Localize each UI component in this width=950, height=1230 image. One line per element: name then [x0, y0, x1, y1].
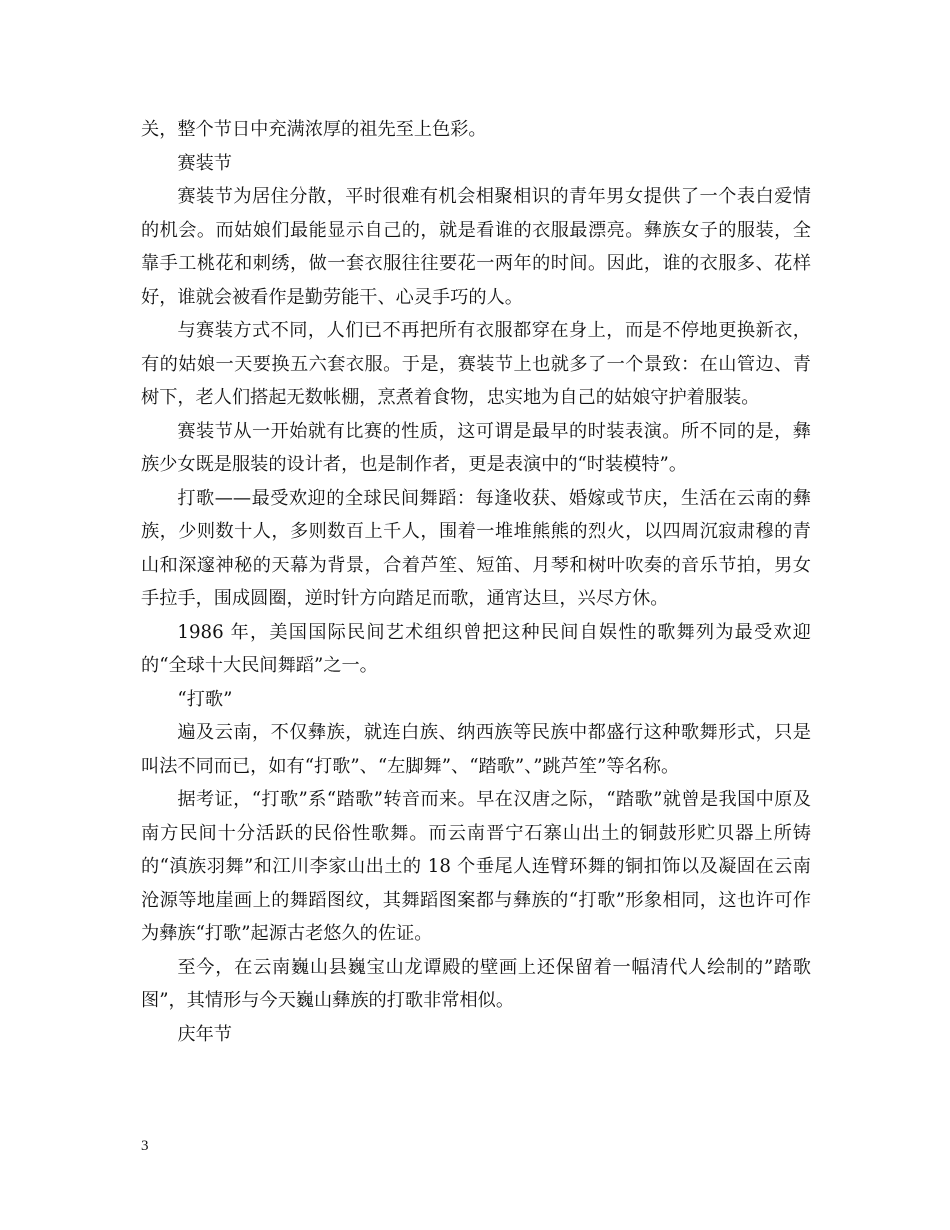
paragraph: 遍及云南，不仅彝族，就连白族、纳西族等民族中都盛行这种歌舞形式，只是叫法不同而已，如有“打歌”、“左脚舞”、“踏歌”、”跳芦笙”等名称。 [141, 722, 811, 777]
section-heading-dage: “打歌” [177, 688, 233, 710]
paragraph: 据考证，“打歌”系“踏歌”转音而来。早在汉唐之际，“踏歌”就曾是我国中原及南方民间十分活跃的民俗性歌舞。而云南晋宁石寨山出土的铜鼓形贮贝器上所铸的“滇族羽舞”和江川李家山出土的 18 个垂尾人连臂环舞的铜扣饰以及凝固在云南沧源等地崖画上的舞蹈图纹，其舞蹈图案都与彝族的“打歌”形象相同，这也许可作为彝族“打歌”起源古老悠久的佐证。 [141, 789, 811, 944]
paragraph-continuation: 关，整个节日中充满浓厚的祖先至上色彩。 [141, 119, 487, 140]
paragraph: 与赛装方式不同，人们已不再把所有衣服都穿在身上，而是不停地更换新衣，有的姑娘一天要换五六套衣服。于是，赛装节上也就多了一个景致：在山管边、青树下，老人们搭起无数帐棚，烹煮着食物，忠实地为自己的姑娘守护着服装。 [141, 320, 811, 408]
paragraph: 赛装节为居住分散，平时很难有机会相聚相识的青年男女提供了一个表白爱情的机会。而姑娘们最能显示自己的，就是看谁的衣服最漂亮。彝族女子的服装，全靠手工桃花和刺绣，做一套衣服往往要花一两年的时间。因此，谁的衣服多、花样好，谁就会被看作是勤劳能干、心灵手巧的人。 [141, 186, 811, 308]
section-heading-qingnianjie: 庆年节 [177, 1023, 232, 1045]
page-number: 3 [141, 1138, 149, 1154]
paragraph: 至今，在云南巍山县巍宝山龙谭殿的壁画上还保留着一幅清代人绘制的”踏歌图”，其情形与今天巍山彝族的打歌非常相似。 [141, 956, 811, 1011]
document-body [141, 113, 811, 1051]
paragraph: 赛装节从一开始就有比赛的性质，这可谓是最早的时装表演。所不同的是，彝族少女既是服装的设计者，也是制作者，更是表演中的“时装模特”。 [141, 420, 811, 475]
paragraph: 打歌——最受欢迎的全球民间舞蹈：每逢收获、婚嫁或节庆，生活在云南的彝族，少则数十人，多则数百上千人，围着一堆堆熊熊的烈火，以四周沉寂肃穆的青山和深邃神秘的天幕为背景，合着芦笙、短笛、月琴和树叶吹奏的音乐节拍，男女手拉手，围成圆圈，逆时针方向踏足而歌，通宵达旦，兴尽方休。 [141, 487, 811, 609]
section-heading-saizhuangjie: 赛装节 [177, 152, 232, 174]
paragraph: 1986 年，美国国际民间艺术组织曾把这种民间自娱性的歌舞列为最受欢迎的“全球十大民间舞蹈”之一。 [141, 621, 811, 676]
